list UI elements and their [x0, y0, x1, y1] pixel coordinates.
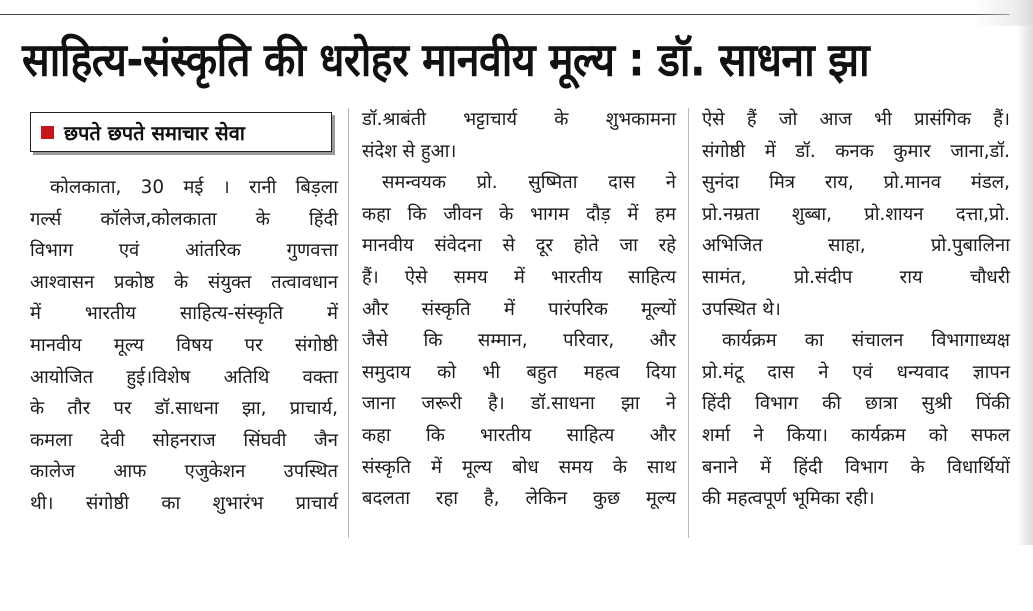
- text-line: मानवीय संवेदना से दूर होते जा रहे: [362, 235, 676, 257]
- text-line: कोलकाता, 30 मई । रानी बिड़ला: [50, 177, 338, 198]
- text-line: कहा कि जीवन के भागम दौड़ में हम: [362, 203, 676, 225]
- text-line: के तौर पर डॉ.साधना झा, प्राचार्य,: [30, 398, 338, 420]
- text-line: अभिजित साहा, प्रो.पुबालिना: [702, 235, 1010, 257]
- agency-tag-label: छपते छपते समाचार सेवा: [64, 120, 245, 145]
- text-line: जाना जरूरी है। डॉ.साधना झा ने: [362, 393, 676, 415]
- text-line: संस्कृति में मूल्य बोध समय के साथ: [362, 456, 676, 478]
- text-line: और संस्कृति में पारंपरिक मूल्यों: [362, 298, 676, 320]
- text-line: कहा कि भारतीय साहित्य और: [362, 424, 676, 446]
- article-column-3: [702, 104, 1010, 543]
- text-line: आश्वासन प्रकोष्ठ के संयुक्त तत्वावधान: [30, 271, 338, 293]
- text-line: मानवीय मूल्य विषय पर संगोष्ठी: [30, 334, 338, 356]
- text-line: उपस्थित थे।: [702, 298, 781, 320]
- text-line: ऐसे हैं जो आज भी प्रासंगिक हैं।: [702, 109, 1010, 130]
- article-column-2: [362, 104, 676, 543]
- text-line: आयोजित हुई।विशेष अतिथि वक्ता: [30, 366, 338, 388]
- column-separator: [348, 108, 349, 538]
- text-line: गर्ल्स कॉलेज,कोलकाता के हिंदी: [30, 208, 338, 230]
- text-line: सामंत, प्रो.संदीप राय चौधरी: [702, 266, 1010, 288]
- text-line: की महत्वपूर्ण भूमिका रही।: [702, 488, 875, 510]
- text-line: डॉ.श्राबंती भट्टाचार्य के शुभकामना: [362, 109, 676, 130]
- column-separator: [688, 108, 689, 538]
- article-column-1: [30, 172, 338, 611]
- text-line: संगोष्ठी में डॉ. कनक कुमार जाना,डॉ.: [702, 140, 1010, 162]
- text-line: समुदाय को भी बहुत महत्व दिया: [362, 361, 676, 383]
- top-rule: [0, 14, 1010, 15]
- text-line: थी। संगोष्ठी का शुभारंभ प्राचार्य: [30, 492, 338, 514]
- text-line: बदलता रहा है, लेकिन कुछ मूल्य: [362, 488, 676, 510]
- text-line: हैं। ऐसे समय में भारतीय साहित्य: [362, 266, 676, 288]
- agency-tag: [30, 112, 332, 152]
- article-headline: साहित्य-संस्कृति की धरोहर मानवीय मूल्य : डॉ. साधना झा: [22, 33, 870, 87]
- text-line: समन्वयक प्रो. सुष्मिता दास ने: [382, 172, 676, 194]
- text-line: जैसे कि सम्मान, परिवार, और: [362, 330, 676, 352]
- text-line: कालेज आफ एजुकेशन उपस्थित: [30, 461, 338, 483]
- text-line: प्रो.नम्रता शुब्बा, प्रो.शायन दत्ता,प्रो.: [702, 203, 1010, 225]
- red-square-icon: [41, 126, 54, 139]
- text-line: कार्यक्रम का संचालन विभागाध्यक्ष: [722, 330, 1010, 352]
- text-line: बनाने में हिंदी विभाग के विधार्थियों: [702, 456, 1010, 478]
- text-line: संदेश से हुआ।: [362, 140, 457, 162]
- text-line: विभाग एवं आंतरिक गुणवत्ता: [30, 240, 338, 262]
- text-line: में भारतीय साहित्य-संस्कृति में: [30, 303, 338, 325]
- text-line: हिंदी विभाग की छात्रा सुश्री पिंकी: [702, 393, 1010, 415]
- page-edge-shade: [1017, 0, 1033, 545]
- text-line: कमला देवी सोहनराज सिंघवी जैन: [30, 429, 338, 451]
- text-line: शर्मा ने किया। कार्यक्रम को सफल: [702, 424, 1010, 446]
- text-line: सुनंदा मित्र राय, प्रो.मानव मंडल,: [702, 172, 1010, 194]
- text-line: प्रो.मंटू दास ने एवं धन्यवाद ज्ञापन: [702, 361, 1010, 383]
